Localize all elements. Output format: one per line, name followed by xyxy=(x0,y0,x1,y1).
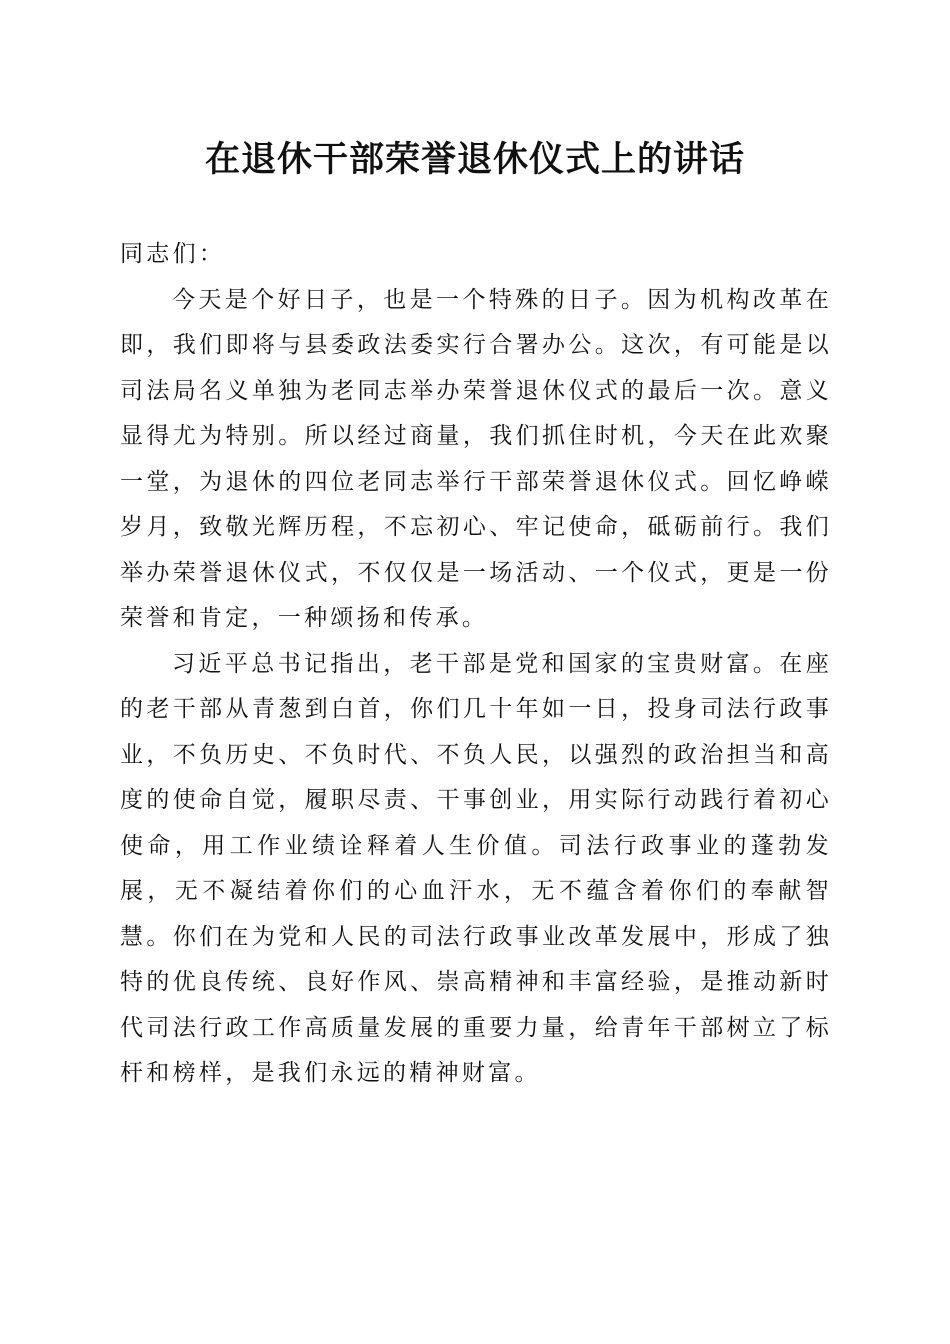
document-title: 在退休干部荣誉退休仪式上的讲话 xyxy=(204,139,745,180)
paragraph-2: 习近平总书记指出，老干部是党和国家的宝贵财富。在座的老干部从青葱到白首，你们几十年如一日，投身司法行政事业，不负历史、不负时代、不负人民，以强烈的政治担当和高度的使命自觉，履职尽责、干事创业，用实际行动践行着初心使命，用工作业绩诠释着人生价值。司法行政事业的蓬勃发展，无不凝结着你们的心血汗水，无不蕴含着你们的奉献智慧。你们在为党和人民的司法行政事业改革发展中，形成了独特的优良传统、良好作风、崇高精神和丰富经验，是推动新时代司法行政工作高质量发展的重要力量，给青年干部树立了标杆和榜样，是我们永远的精神财富。 xyxy=(120,650,832,1086)
salutation: 同志们： xyxy=(120,241,226,267)
paragraph-1: 今天是个好日子，也是一个特殊的日子。因为机构改革在即，我们即将与县委政法委实行合署办公。这次，有可能是以司法局名义单独为老同志举办荣誉退休仪式的最后一次。意义显得尤为特别。所以经过商量，我们抓住时机，今天在此欢聚一堂，为退休的四位老同志举行干部荣誉退休仪式。回忆峥嵘岁月，致敬光辉历程，不忘初心、牢记使命，砥砺前行。我们举办荣誉退休仪式，不仅仅是一场活动、一个仪式，更是一份荣誉和肯定，一种颂扬和传承。 xyxy=(120,286,832,631)
document-body xyxy=(120,232,832,1097)
